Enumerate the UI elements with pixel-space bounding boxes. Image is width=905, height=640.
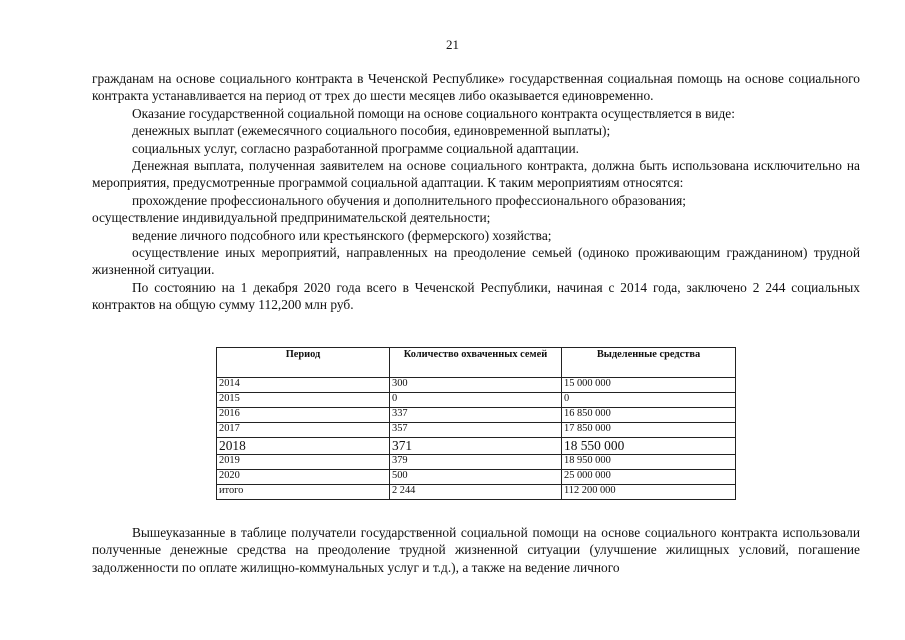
list-item-farming: ведение личного подсобного или крестьянского (фермерского) хозяйства; bbox=[132, 227, 552, 243]
header-families: Количество охваченных семей bbox=[390, 348, 562, 378]
cell-families: 371 bbox=[390, 438, 562, 455]
table-row bbox=[217, 455, 736, 470]
cell-funds: 16 850 000 bbox=[562, 408, 736, 423]
paragraph-cash-usage: Денежная выплата, полученная заявителем на основе социального контракта, должна быть использована исключительно на мероприятия, предусмотренные программой социальной адаптации. К таким мероприятиям относятся: bbox=[92, 158, 860, 191]
cell-period: 2018 bbox=[217, 438, 390, 455]
table-row bbox=[217, 378, 736, 393]
contracts-table bbox=[216, 347, 735, 500]
table-row bbox=[217, 438, 736, 455]
cell-funds: 0 bbox=[562, 393, 736, 408]
list-item-other-measures: осуществление иных мероприятий, направленных на преодоление семьей (одиноко проживающим гражданином) трудной жизненной ситуации. bbox=[92, 245, 860, 278]
cell-period: 2019 bbox=[217, 455, 390, 470]
cell-period: 2016 bbox=[217, 408, 390, 423]
header-period: Период bbox=[217, 348, 390, 378]
cell-period: 2015 bbox=[217, 393, 390, 408]
page-number: 21 bbox=[446, 37, 459, 52]
table-header-row bbox=[217, 348, 736, 378]
body-text bbox=[92, 70, 860, 314]
table-row bbox=[217, 423, 736, 438]
cell-families: 0 bbox=[390, 393, 562, 408]
table-total-row bbox=[217, 485, 736, 500]
cell-families: 300 bbox=[390, 378, 562, 393]
cell-period: 2014 bbox=[217, 378, 390, 393]
paragraph-assistance-forms: Оказание государственной социальной помощи на основе социального контракта осуществляется в виде: bbox=[132, 105, 735, 121]
cell-period: 2017 bbox=[217, 423, 390, 438]
cell-families: 379 bbox=[390, 455, 562, 470]
cell-families: 2 244 bbox=[390, 485, 562, 500]
cell-period: 2020 bbox=[217, 470, 390, 485]
cell-families: 337 bbox=[390, 408, 562, 423]
table-row bbox=[217, 408, 736, 423]
list-item-training: прохождение профессионального обучения и дополнительного профессионального образования; bbox=[132, 192, 687, 208]
list-item-cash-payments: денежных выплат (ежемесячного социального пособия, единовременной выплаты); bbox=[132, 123, 611, 139]
table-row bbox=[217, 393, 736, 408]
list-item-social-services: социальных услуг, согласно разработанной программе социальной адаптации. bbox=[132, 140, 579, 156]
paragraph-recipients: Вышеуказанные в таблице получатели государственной социальной помощи на основе социального контракта использовали полученные денежные средства на преодоление трудной жизненной ситуации (улучшение жилищных условий, погашение задолженности по оплате жилищно-коммунальных услуг и т.д.), а также на ведение личного bbox=[92, 525, 860, 575]
cell-families: 500 bbox=[390, 470, 562, 485]
table-row bbox=[217, 470, 736, 485]
cell-families: 357 bbox=[390, 423, 562, 438]
header-funds: Выделенные средства bbox=[562, 348, 736, 378]
cell-funds: 25 000 000 bbox=[562, 470, 736, 485]
body-text-continued bbox=[92, 524, 860, 576]
cell-funds: 18 950 000 bbox=[562, 455, 736, 470]
list-item-entrepreneurship: осуществление индивидуальной предпринимательской деятельности; bbox=[92, 210, 491, 226]
cell-funds: 15 000 000 bbox=[562, 378, 736, 393]
cell-period: итого bbox=[217, 485, 390, 500]
paragraph-statistics: По состоянию на 1 декабря 2020 года всего в Чеченской Республики, начиная с 2014 года, заключено 2 244 социальных контрактов на общую сумму 112,200 млн руб. bbox=[92, 279, 860, 313]
paragraph-intro: гражданам на основе социального контракта в Чеченской Республике» государственная социальная помощь на основе социального контракта устанавливается на период от трех до шести месяцев либо оказывается единовременно. bbox=[92, 71, 860, 104]
cell-funds: 18 550 000 bbox=[562, 438, 736, 455]
cell-funds: 112 200 000 bbox=[562, 485, 736, 500]
cell-funds: 17 850 000 bbox=[562, 423, 736, 438]
